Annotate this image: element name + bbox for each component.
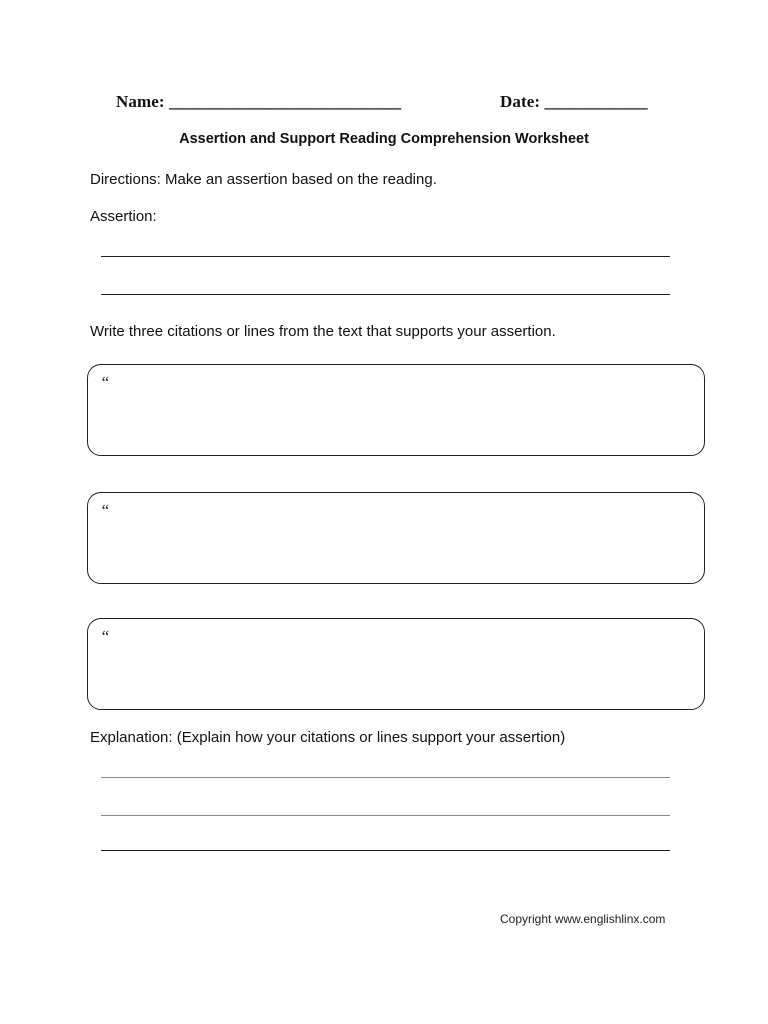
worksheet-title: Assertion and Support Reading Comprehension Worksheet: [179, 131, 589, 147]
quote-mark: “: [100, 373, 110, 392]
assertion-label: Assertion:: [90, 208, 157, 225]
explanation-answer-line[interactable]: [101, 815, 670, 816]
explanation-answer-line[interactable]: [101, 850, 670, 851]
citations-prompt: Write three citations or lines from the text that supports your assertion.: [90, 323, 556, 340]
assertion-answer-line[interactable]: [101, 256, 670, 257]
explanation-label: Explanation: (Explain how your citations or lines support your assertion): [90, 729, 566, 746]
name-field[interactable]: Name: ___________________________: [116, 92, 402, 111]
copyright-notice: Copyright www.englishlinx.com: [500, 912, 666, 926]
explanation-answer-line[interactable]: [101, 777, 670, 778]
assertion-answer-line[interactable]: [101, 294, 670, 295]
quote-mark: “: [100, 501, 110, 520]
date-field[interactable]: Date: ____________: [500, 92, 648, 111]
citation-box[interactable]: [87, 618, 705, 710]
citation-box[interactable]: [87, 364, 705, 456]
quote-mark: “: [100, 627, 110, 646]
citation-box[interactable]: [87, 492, 705, 584]
directions-text: Directions: Make an assertion based on the reading.: [90, 171, 437, 188]
